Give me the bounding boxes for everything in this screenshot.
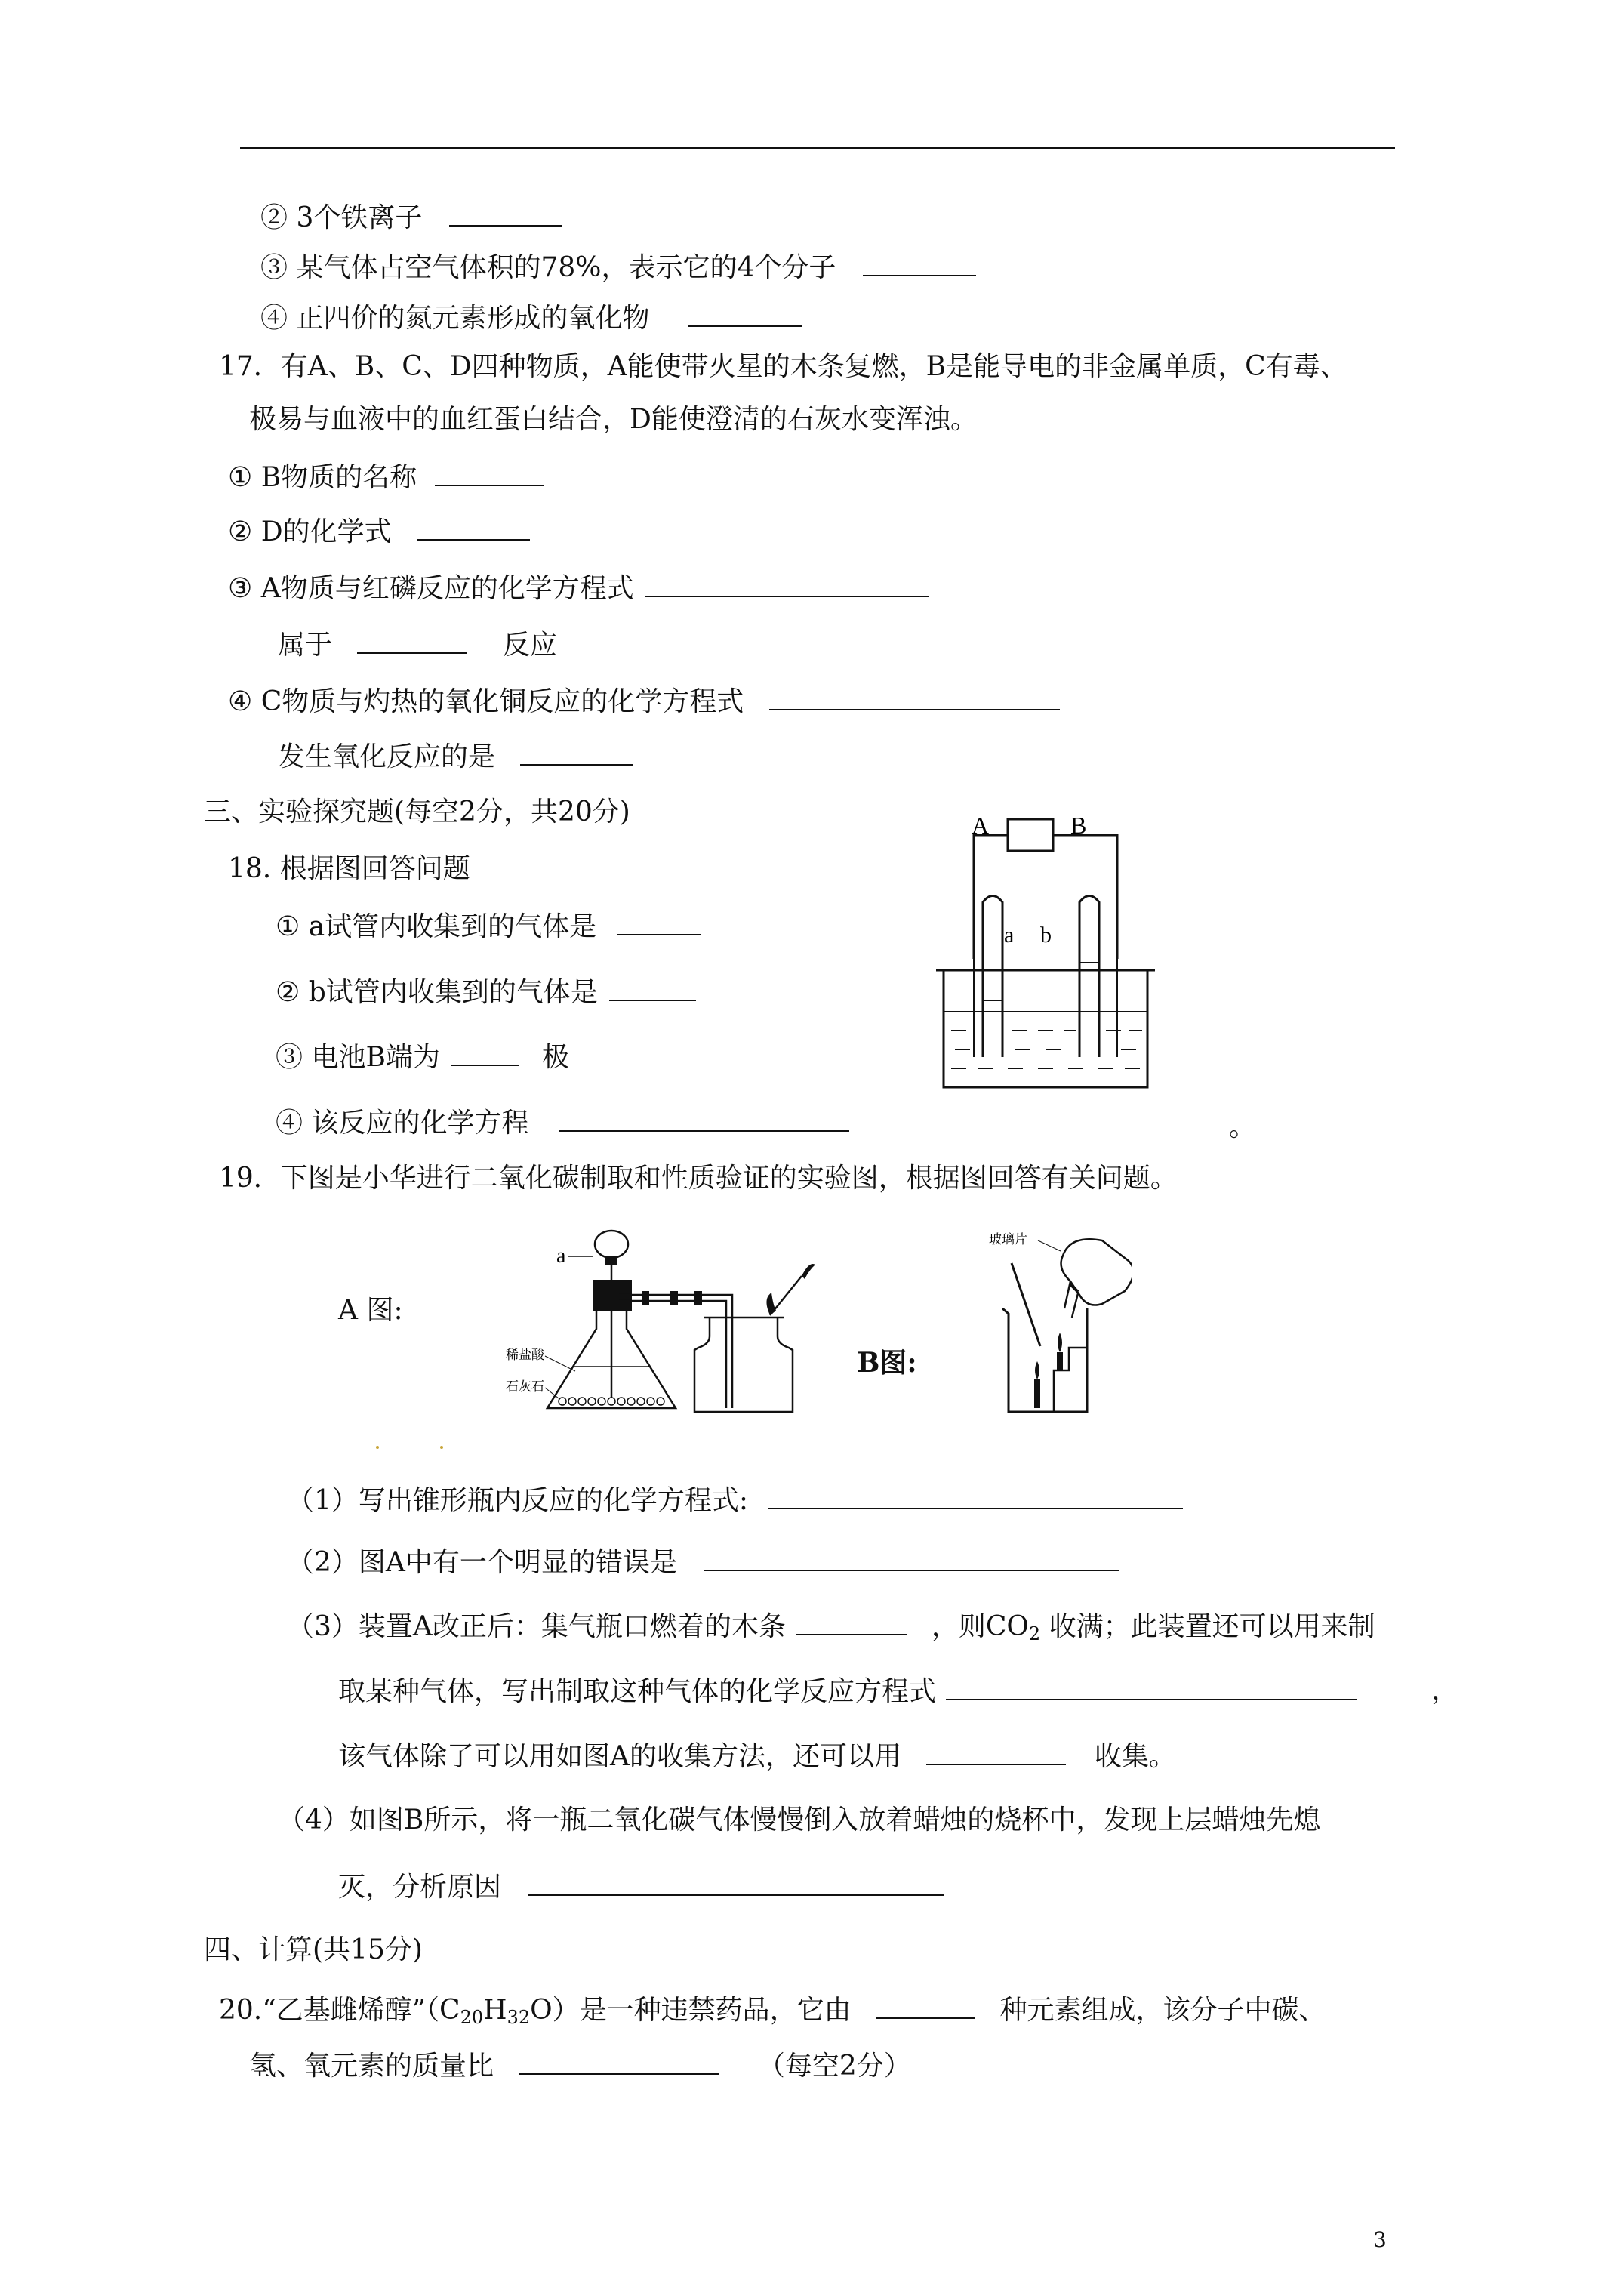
answer-blank[interactable] [796,1608,907,1635]
q17-item-1: ① B物质的名称 [228,459,544,495]
header-rule [240,147,1395,149]
answer-blank[interactable] [704,1544,1119,1571]
answer-blank[interactable] [688,300,802,327]
lower-candle-icon [1034,1379,1040,1408]
figure-b-label: B图: [857,1347,917,1379]
scan-speck [440,1446,443,1449]
q19-part-3-comma: ， [1431,1675,1459,1706]
answer-blank[interactable] [946,1673,1357,1700]
q18-item-2: ② b试管内收集到的气体是 [276,974,696,1010]
beaker-icon [1002,1308,1087,1412]
upper-candle-icon [1057,1352,1063,1370]
q16-item-2: ② 3个铁离子 [260,199,562,236]
answer-blank[interactable] [559,1105,849,1132]
answer-blank[interactable] [768,1482,1183,1509]
q16-item-4: ④ 正四价的氮元素形成的氧化物 [260,300,802,336]
battery-label-a: A [972,812,990,839]
q16-item-3: ③ 某气体占空气体积的78%，表示它的4个分子 [260,249,976,285]
battery-label-b: B [1070,812,1087,839]
answer-blank[interactable] [528,1869,944,1896]
section-3-heading: 三、实验探究题(每空2分，共20分) [204,797,630,827]
separatory-funnel-icon [595,1231,628,1258]
answer-blank[interactable] [926,1738,1066,1765]
scan-speck [376,1446,379,1449]
co2-apparatus-figure [506,1223,823,1419]
tube-label-b: b [1040,923,1052,948]
q18-stem: 18. 根据图回答问题 [228,853,470,884]
section-4-heading: 四、计算(共15分) [204,1934,423,1965]
answer-blank[interactable] [645,570,929,597]
q19-part-1: （1）写出锥形瓶内反应的化学方程式: [287,1482,1183,1518]
q18-item-1: ① a试管内收集到的气体是 [276,908,701,945]
battery-icon [1008,819,1053,851]
test-tube-a [983,896,1002,1058]
figure-a-label: A 图: [338,1295,403,1326]
answer-blank[interactable] [617,908,701,935]
q19-part-3-line2: 取某种气体，写出制取这种气体的化学反应方程式 [338,1673,1357,1709]
q17-item-3: ③ A物质与红磷反应的化学方程式 [228,570,929,606]
answer-blank[interactable] [449,199,562,227]
answer-blank[interactable] [520,738,633,766]
q19-part-2: （2）图A中有一个明显的错误是 [287,1544,1119,1580]
q19-part-3-line1: （3）装置A改正后：集气瓶口燃着的木条 ，则$CO_2$ 收满；此装置还可以用来制 [287,1608,1375,1651]
co2-bottle-icon [1061,1239,1132,1305]
q17-stem-line2: 极易与血液中的血红蛋白结合，D能使澄清的石灰水变浑浊。 [249,404,978,435]
q20-line2: 氢、氧元素的质量比 （每空2分） [249,2048,911,2084]
tube-label-a: a [1004,923,1015,948]
answer-blank[interactable] [417,513,530,541]
q18-item-3: ③ 电池B端为 极 [276,1039,569,1075]
page-number: 3 [1373,2227,1387,2252]
q18-item-4: ④ 该反应的化学方程 [276,1105,849,1141]
limestone-label: 石灰石 [506,1379,544,1395]
answer-blank[interactable] [451,1039,519,1066]
glass-plate-label: 玻璃片 [989,1232,1027,1247]
answer-blank[interactable] [357,627,467,654]
answer-blank[interactable] [876,1992,975,2019]
q19-part-4-line2: 灭，分析原因 [338,1869,944,1905]
q17-item-4b: 发生氧化反应的是 [278,738,633,775]
q19-part-3-line3: 该气体除了可以用如图A的收集方法，还可以用 收集。 [338,1738,1176,1774]
q17-item-2: ② D的化学式 [228,513,530,550]
answer-blank[interactable] [609,974,696,1001]
answer-blank[interactable] [519,2048,719,2075]
electrolysis-figure [932,808,1159,1099]
q17-stem-line1: 17．有A、B、C、D四种物质，A能使带火星的木条复燃，B是能导电的非金属单质，C有毒、 [219,351,1347,382]
q19-part-4-line1: （4）如图B所示，将一瓶二氧化碳气体慢慢倒入放着蜡烛的烧杯中，发现上层蜡烛先熄 [278,1804,1321,1835]
test-tube-b [1079,896,1099,1058]
q17-item-3b: 属于 反应 [278,627,557,663]
candle-beaker-figure [981,1219,1132,1419]
answer-blank[interactable] [435,459,544,486]
gas-jar-icon [694,1318,793,1412]
beaker-icon [936,970,1155,1087]
q18-period: 。 [1229,1111,1257,1142]
q17-item-4: ④ C物质与灼热的氧化铜反应的化学方程式 [228,683,1060,720]
answer-blank[interactable] [863,249,976,276]
q20-line1: 20.“乙基雌烯醇$”(C_{20}H_{32}O)$是一种违禁药品，它由 种元素组成，该分子中碳、 [219,1992,1326,2035]
q19-stem: 19．下图是小华进行二氧化碳制取和性质验证的实验图，根据图回答有关问题。 [219,1163,1178,1194]
funnel-label-a: a [556,1244,566,1268]
acid-label: 稀盐酸 [506,1348,544,1363]
answer-blank[interactable] [769,683,1060,710]
